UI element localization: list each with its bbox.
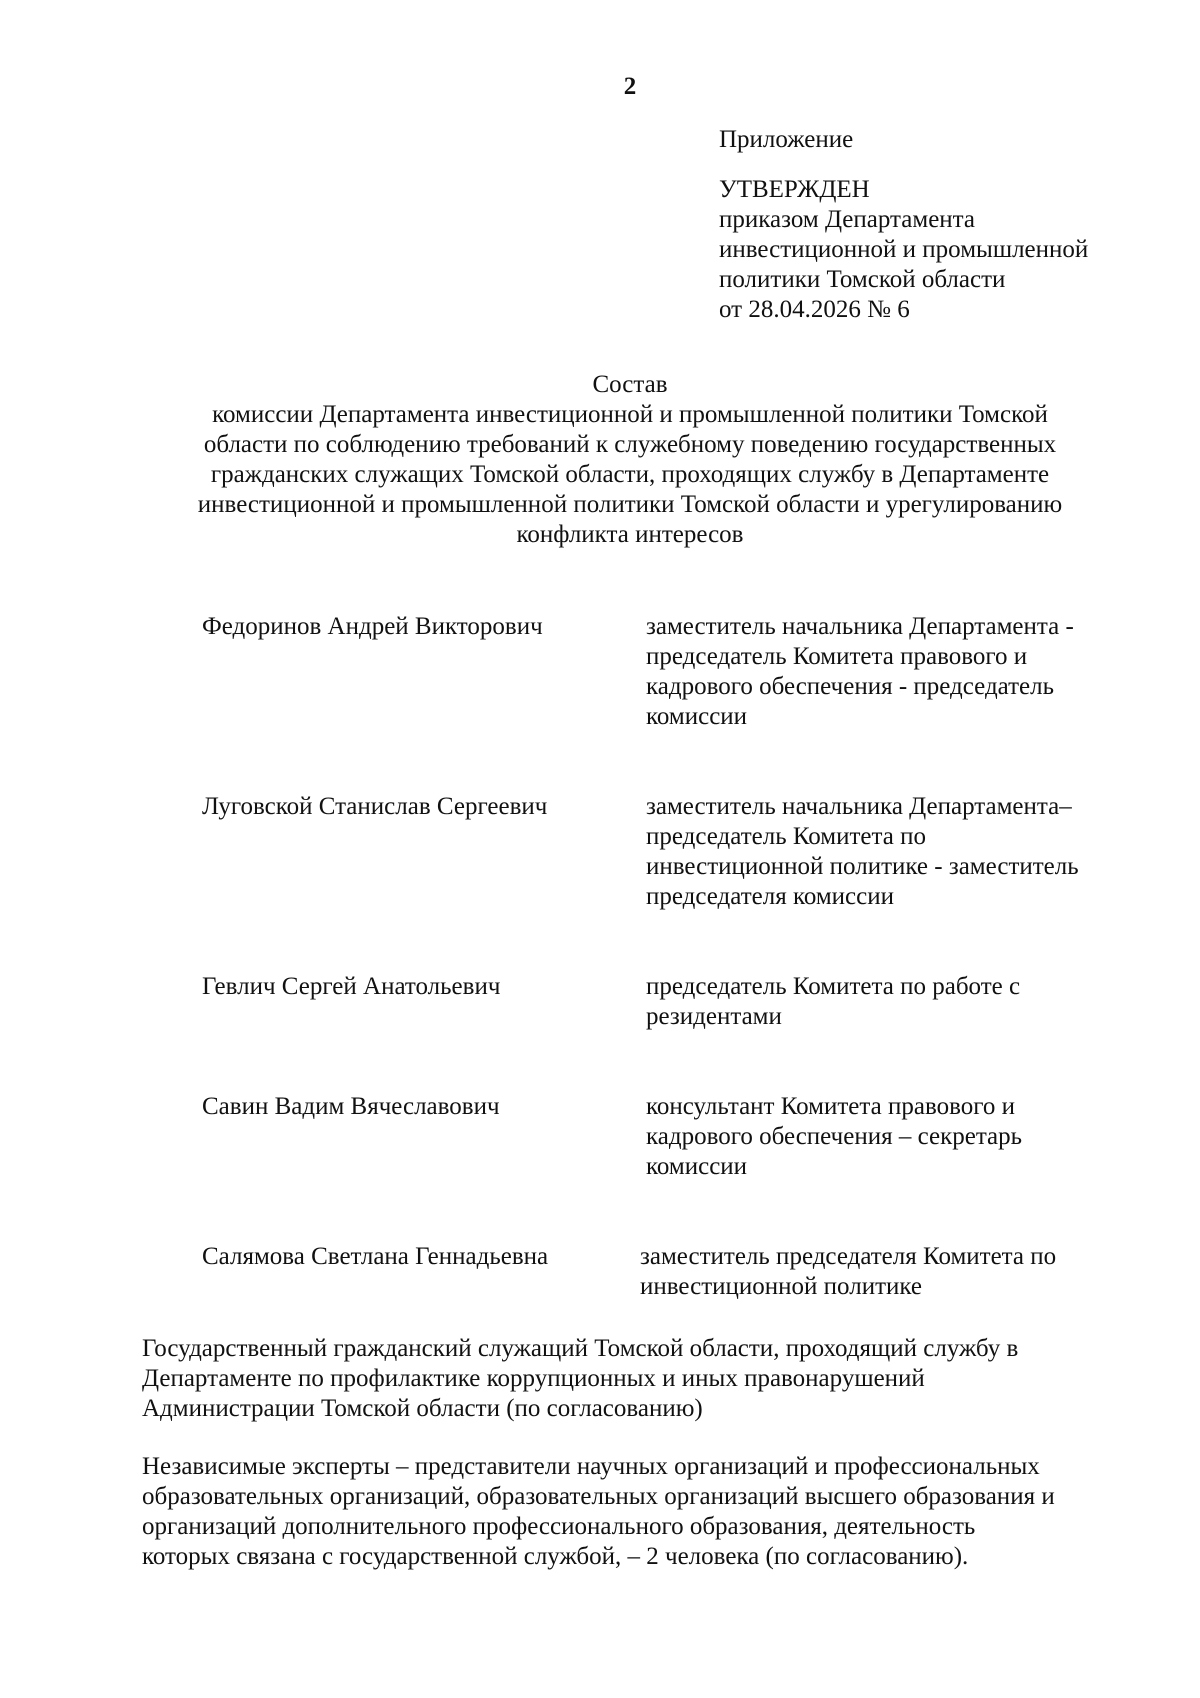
note-line: которых связана с государственной службой, – 2 человека (по согласованию). bbox=[142, 1543, 969, 1570]
role-line: инвестиционной политике - заместитель bbox=[646, 853, 1079, 880]
role-line: кадрового обеспечения – секретарь bbox=[646, 1123, 1023, 1150]
member-role bbox=[646, 1092, 1116, 1182]
role-line: председатель Комитета по bbox=[646, 823, 926, 850]
role-line: резидентами bbox=[646, 1003, 782, 1030]
title-line: комиссии Департамента инвестиционной и промышленной политики Томской bbox=[212, 401, 1048, 428]
note-anticorruption-officer bbox=[142, 1334, 1132, 1424]
approval-line: приказом Департамента bbox=[719, 206, 975, 233]
title-line: конфликта интересов bbox=[516, 521, 744, 548]
role-line: комиссии bbox=[646, 703, 748, 730]
role-line: председатель Комитета по работе с bbox=[646, 973, 1021, 1000]
member-name: Гевлич Сергей Анатольевич bbox=[202, 973, 501, 1000]
note-line: организаций дополнительного профессионального образования, деятельность bbox=[142, 1513, 976, 1540]
role-line: инвестиционной политике bbox=[640, 1273, 923, 1300]
role-line: председателя комиссии bbox=[646, 883, 894, 910]
member-role bbox=[646, 792, 1116, 912]
approved-label: УТВЕРЖДЕН bbox=[719, 176, 870, 203]
role-line: кадрового обеспечения - председатель bbox=[646, 673, 1055, 700]
title-line: области по соблюдению требований к служебному поведению государственных bbox=[203, 431, 1057, 458]
note-line: Независимые эксперты – представители научных организаций и профессиональных bbox=[142, 1453, 1040, 1480]
role-line: председатель Комитета правового и bbox=[646, 643, 1028, 670]
note-line: Администрации Томской области (по согласованию) bbox=[142, 1395, 703, 1422]
member-name: Федоринов Андрей Викторович bbox=[202, 613, 543, 640]
approval-date-number: от 28.04.2026 № 6 bbox=[719, 296, 910, 323]
title-line: инвестиционной и промышленной политики Томской области и урегулированию bbox=[197, 491, 1063, 518]
role-line: заместитель начальника Департамента– bbox=[646, 793, 1072, 820]
approval-line: инвестиционной и промышленной bbox=[719, 236, 1089, 263]
member-name: Луговской Станислав Сергеевич bbox=[202, 793, 548, 820]
note-line: образовательных организаций, образовательных организаций высшего образования и bbox=[142, 1483, 1055, 1510]
member-role bbox=[646, 972, 1116, 1032]
member-role bbox=[640, 1242, 1110, 1302]
role-line: заместитель начальника Департамента - bbox=[646, 613, 1074, 640]
title-heading: Состав bbox=[592, 371, 668, 398]
role-line: консультант Комитета правового и bbox=[646, 1093, 1015, 1120]
title-line: гражданских служащих Томской области, проходящих службу в Департаменте bbox=[210, 461, 1050, 488]
role-line: комиссии bbox=[646, 1153, 748, 1180]
note-line: Департаменте по профилактике коррупционных и иных правонарушений bbox=[142, 1365, 925, 1392]
role-line: заместитель председателя Комитета по bbox=[640, 1243, 1057, 1270]
document-title bbox=[140, 370, 1120, 550]
member-name: Савин Вадим Вячеславович bbox=[202, 1093, 500, 1120]
note-line: Государственный гражданский служащий Томской области, проходящий службу в bbox=[142, 1335, 1019, 1362]
appendix-label: Приложение bbox=[719, 126, 854, 153]
member-role bbox=[646, 612, 1116, 732]
note-independent-experts bbox=[142, 1452, 1132, 1572]
approval-stamp-block bbox=[719, 125, 1159, 325]
page-number: 2 bbox=[623, 73, 637, 100]
approval-line: политики Томской области bbox=[719, 266, 1006, 293]
member-name: Салямова Светлана Геннадьевна bbox=[202, 1243, 549, 1270]
